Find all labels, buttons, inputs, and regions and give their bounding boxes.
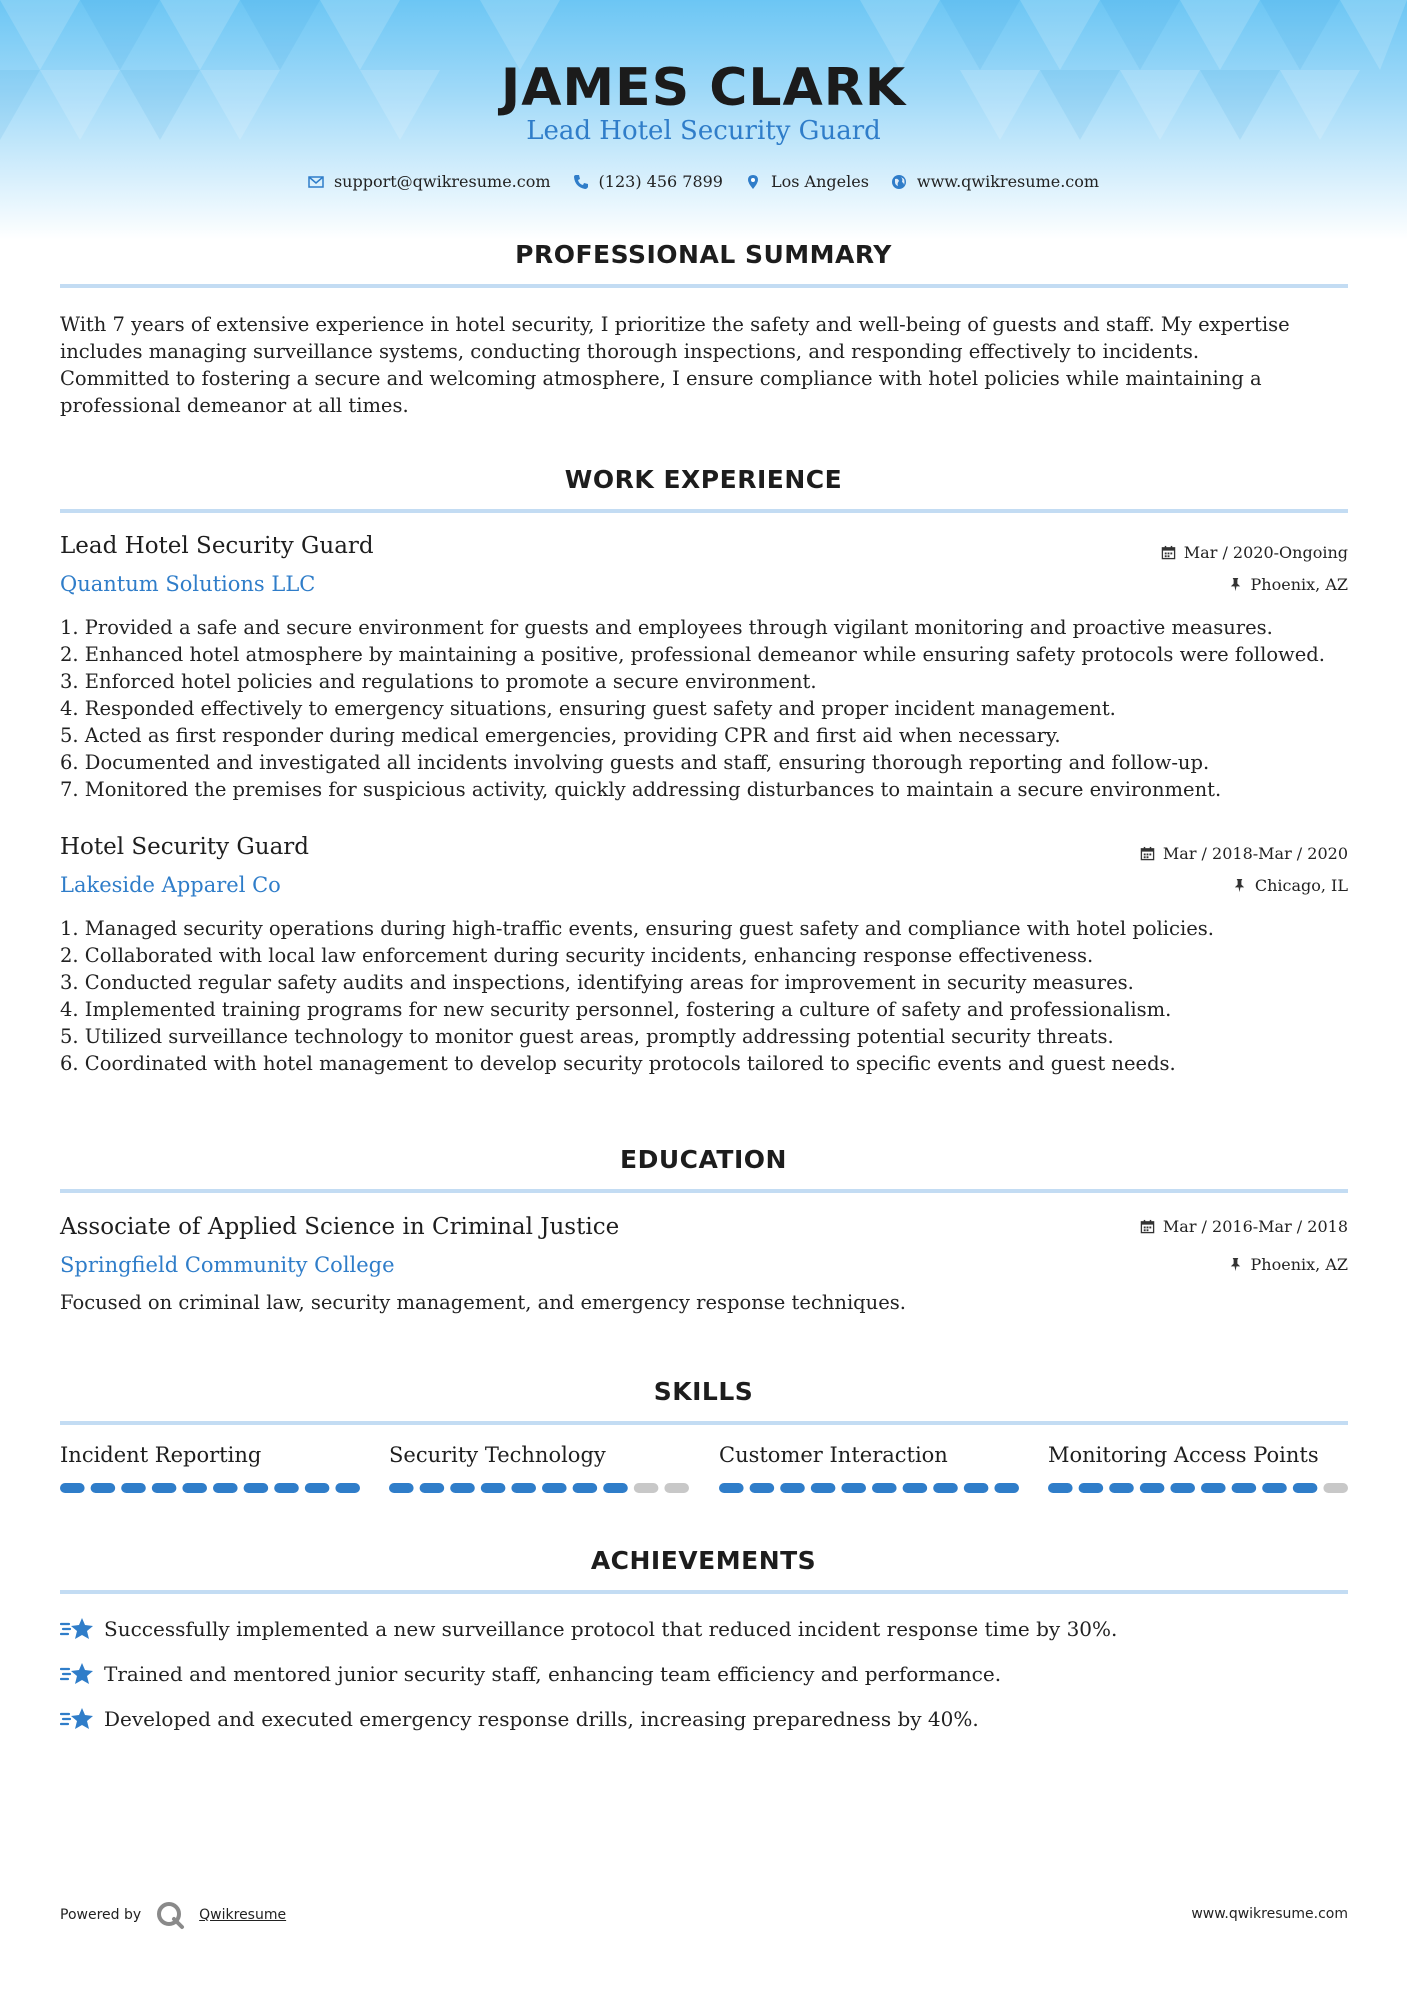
skill-segment-filled — [1262, 1483, 1287, 1493]
education-location-text: Phoenix, AZ — [1250, 1255, 1348, 1274]
shooting-star-icon — [60, 1661, 94, 1687]
powered-by-label: Powered by — [60, 1907, 142, 1923]
skill-segment-filled — [1201, 1483, 1226, 1493]
achievement-item — [60, 1616, 1117, 1642]
job-title: Hotel Security Guard — [60, 834, 310, 860]
education-location — [1228, 1255, 1348, 1274]
job-dates-text: Mar / 2020-Ongoing — [1183, 543, 1348, 562]
shooting-star-icon — [60, 1706, 94, 1732]
skill-segment-filled — [1170, 1483, 1195, 1493]
skill-level-bar — [719, 1483, 1019, 1493]
education-description: Focused on criminal law, security management, and emergency response techniques. — [60, 1291, 906, 1314]
skill-item — [60, 1443, 360, 1467]
footer-powered-by — [60, 1900, 286, 1930]
pushpin-icon — [1232, 878, 1247, 893]
skill-segment-filled — [182, 1483, 207, 1493]
job-dates — [1161, 543, 1348, 562]
globe-icon — [891, 174, 907, 190]
header-banner — [0, 0, 1407, 240]
skill-segment-filled — [719, 1483, 744, 1493]
achievements-heading: ACHIEVEMENTS — [590, 1546, 817, 1575]
skill-segment-filled — [750, 1483, 775, 1493]
list-item: 4. Implemented training programs for new security personnel, fostering a culture of safety and professionalism. — [60, 998, 1172, 1021]
skill-segment-empty — [634, 1483, 659, 1493]
list-item: 1. Provided a safe and secure environment for guests and employees through vigilant monitoring and proactive measures. — [60, 616, 1273, 639]
skill-segment-filled — [481, 1483, 506, 1493]
job-responsibilities — [60, 915, 1360, 1077]
calendar-icon — [1140, 846, 1155, 861]
contact-phone[interactable] — [573, 172, 723, 191]
shooting-star-icon — [60, 1616, 94, 1642]
website-text: www.qwikresume.com — [916, 172, 1100, 191]
contact-email[interactable] — [308, 172, 551, 191]
skill-segment-empty — [664, 1483, 689, 1493]
summary-line: Committed to fostering a secure and welcoming atmosphere, I ensure compliance with hotel policies while maintaining a — [60, 367, 1262, 390]
email-text: support@qwikresume.com — [333, 172, 551, 191]
skill-segment-filled — [60, 1483, 85, 1493]
summary-heading: PROFESSIONAL SUMMARY — [515, 240, 892, 269]
calendar-icon — [1161, 545, 1176, 560]
list-item: 7. Monitored the premises for suspicious activity, quickly addressing disturbances to maintain a secure environment. — [60, 778, 1222, 801]
skill-segment-filled — [964, 1483, 989, 1493]
contact-website[interactable] — [891, 172, 1099, 191]
job-location-text: Phoenix, AZ — [1250, 575, 1348, 594]
skill-segment-filled — [933, 1483, 958, 1493]
list-item: 6. Coordinated with hotel management to develop security protocols tailored to specific events and guest needs. — [60, 1052, 1176, 1075]
job-location-text: Chicago, IL — [1254, 876, 1348, 895]
summary-line: With 7 years of extensive experience in hotel security, I prioritize the safety and well-being of guests and staff. My expertise — [60, 313, 1290, 336]
list-item: 1. Managed security operations during high-traffic events, ensuring guest safety and compliance with hotel policies. — [60, 917, 1214, 940]
job-dates — [1140, 844, 1348, 863]
list-item: 6. Documented and investigated all incidents involving guests and staff, ensuring thorough reporting and follow-up. — [60, 751, 1210, 774]
skill-segment-filled — [542, 1483, 567, 1493]
skill-segment-filled — [91, 1483, 116, 1493]
achievement-text: Developed and executed emergency response drills, increasing preparedness by 40%. — [104, 1707, 979, 1731]
phone-icon — [573, 174, 589, 190]
skill-segment-filled — [1232, 1483, 1257, 1493]
list-item: 3. Conducted regular safety audits and inspections, identifying areas for improvement in security measures. — [60, 971, 1134, 994]
qwikresume-link[interactable]: Qwikresume — [199, 1907, 287, 1923]
skill-segment-filled — [1048, 1483, 1073, 1493]
contact-bar — [0, 172, 1407, 191]
skill-segment-filled — [121, 1483, 146, 1493]
section-divider — [60, 1590, 1348, 1594]
list-item: 4. Responded effectively to emergency situations, ensuring guest safety and proper incident management. — [60, 697, 1116, 720]
achievement-item — [60, 1661, 1001, 1687]
skill-segment-filled — [1140, 1483, 1165, 1493]
skill-segment-filled — [1079, 1483, 1104, 1493]
footer-website-link[interactable]: www.qwikresume.com — [1191, 1906, 1348, 1922]
job-dates-text: Mar / 2018-Mar / 2020 — [1162, 844, 1348, 863]
skill-segment-filled — [450, 1483, 475, 1493]
skill-segment-filled — [511, 1483, 536, 1493]
achievement-item — [60, 1706, 979, 1732]
candidate-role: Lead Hotel Security Guard — [526, 116, 881, 146]
skill-name: Customer Interaction — [719, 1443, 948, 1467]
skill-segment-filled — [305, 1483, 330, 1493]
education-dates-text: Mar / 2016-Mar / 2018 — [1162, 1217, 1348, 1236]
calendar-icon — [1140, 1219, 1155, 1234]
section-divider — [60, 509, 1348, 513]
job-location — [1232, 876, 1348, 895]
list-item: 5. Acted as first responder during medical emergencies, providing CPR and first aid when necessary. — [60, 724, 1061, 747]
skill-segment-empty — [1323, 1483, 1348, 1493]
envelope-icon — [308, 174, 324, 190]
skill-item — [719, 1443, 1019, 1467]
skill-name: Monitoring Access Points — [1048, 1443, 1319, 1467]
skill-level-bar — [60, 1483, 360, 1493]
list-item: 5. Utilized surveillance technology to monitor guest areas, promptly addressing potential security threats. — [60, 1025, 1114, 1048]
skill-segment-filled — [841, 1483, 866, 1493]
job-location — [1228, 575, 1348, 594]
achievement-text: Successfully implemented a new surveillance protocol that reduced incident response time by 30%. — [104, 1617, 1118, 1641]
company-name: Lakeside Apparel Co — [60, 873, 281, 897]
skill-item — [1048, 1443, 1348, 1467]
job-responsibilities — [60, 614, 1360, 803]
pushpin-icon — [1228, 577, 1243, 592]
skill-name: Security Technology — [389, 1443, 606, 1467]
skill-item — [389, 1443, 689, 1467]
school-name: Springfield Community College — [60, 1253, 395, 1277]
job-title: Lead Hotel Security Guard — [60, 533, 374, 559]
phone-text: (123) 456 7899 — [598, 172, 723, 191]
list-item: 2. Collaborated with local law enforcement during security incidents, enhancing response effectiveness. — [60, 944, 1094, 967]
skill-segment-filled — [780, 1483, 805, 1493]
skill-name: Incident Reporting — [60, 1443, 262, 1467]
pushpin-icon — [1228, 1257, 1243, 1272]
education-heading: EDUCATION — [620, 1145, 787, 1174]
skill-segment-filled — [1109, 1483, 1134, 1493]
skill-segment-filled — [420, 1483, 445, 1493]
skill-segment-filled — [335, 1483, 360, 1493]
summary-text — [60, 311, 1350, 419]
skill-segment-filled — [1293, 1483, 1318, 1493]
skill-segment-filled — [244, 1483, 269, 1493]
summary-line: professional demeanor at all times. — [60, 394, 409, 417]
skill-segment-filled — [603, 1483, 628, 1493]
contact-location — [745, 172, 869, 191]
experience-heading: WORK EXPERIENCE — [564, 465, 843, 494]
skill-segment-filled — [274, 1483, 299, 1493]
list-item: 3. Enforced hotel policies and regulations to promote a secure environment. — [60, 670, 817, 693]
map-pin-icon — [745, 174, 761, 190]
qwikresume-logo-icon — [155, 1900, 185, 1930]
section-divider — [60, 1189, 1348, 1193]
degree-title: Associate of Applied Science in Criminal Justice — [60, 1214, 620, 1240]
company-name: Quantum Solutions LLC — [60, 572, 316, 596]
skill-segment-filled — [872, 1483, 897, 1493]
skill-segment-filled — [994, 1483, 1019, 1493]
section-divider — [60, 284, 1348, 288]
education-dates — [1140, 1217, 1348, 1236]
skill-segment-filled — [213, 1483, 238, 1493]
candidate-name: JAMES CLARK — [500, 58, 907, 118]
list-item: 2. Enhanced hotel atmosphere by maintaining a positive, professional demeanor while ensuring safety protocols were followed. — [60, 643, 1325, 666]
location-text: Los Angeles — [770, 172, 869, 191]
skill-segment-filled — [573, 1483, 598, 1493]
skill-segment-filled — [811, 1483, 836, 1493]
skills-heading: SKILLS — [653, 1377, 754, 1406]
skill-segment-filled — [903, 1483, 928, 1493]
section-divider — [60, 1421, 1348, 1425]
skill-level-bar — [389, 1483, 689, 1493]
skill-segment-filled — [389, 1483, 414, 1493]
skill-segment-filled — [152, 1483, 177, 1493]
summary-line: includes managing surveillance systems, conducting thorough inspections, and responding effectively to incidents. — [60, 340, 1200, 363]
skill-level-bar — [1048, 1483, 1348, 1493]
achievement-text: Trained and mentored junior security staff, enhancing team efficiency and performance. — [104, 1662, 1002, 1686]
